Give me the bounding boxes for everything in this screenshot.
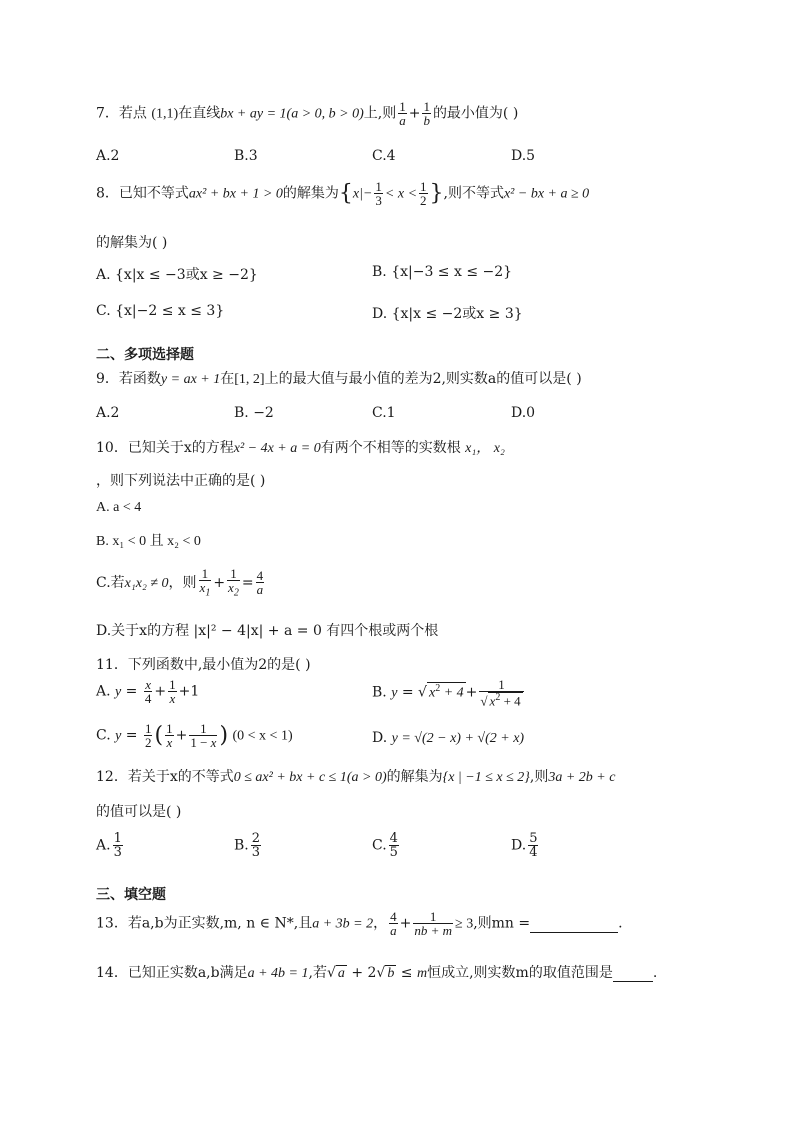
q7-point: (1,1) (151, 106, 179, 122)
q8-option-a: A. {x|x ≤ −3或x ≥ −2} (96, 267, 258, 283)
question-11 (96, 654, 311, 674)
q8-line-2: 的解集为( ) (96, 235, 168, 251)
q9-interval: [1, 2] (234, 372, 265, 387)
q11-fraction-x-4: $\frac{x}{4}$ (144, 677, 152, 706)
q12-option-d-num: 5 (529, 831, 538, 846)
q12-option-b-den: 3 (251, 845, 261, 860)
q9-number: 9． (96, 371, 119, 387)
q11-fraction-1-x: $\frac{1}{x}$ (169, 677, 176, 706)
q10-roots: x₁， x₂ (465, 441, 505, 456)
q7-fraction-1b: $\frac{1}{b}$ (423, 99, 430, 128)
q14-end: . (652, 965, 658, 981)
q12-option-c-num: 4 (389, 831, 398, 846)
q11-option-c-label: C. (96, 727, 111, 744)
q10-text-pre: 已知关于x的方程 (127, 440, 234, 456)
question-7: 7．若点 (1,1)在直线bx + ay = 1(a > 0, b > 0)上,则 $\frac{1}{a}$ + $\frac{1}{b}$ 的最小值为( ) (96, 99, 519, 128)
q7-text-mid: 在直线 (178, 105, 221, 122)
q10-option-a: A. a < 4 (96, 500, 142, 515)
q7-text-post: 上,则 (363, 105, 397, 122)
q7-text-pre: 若点 (118, 105, 147, 122)
q12-set: {x | −1 ≤ x ≤ 2} (442, 770, 530, 785)
q12-inequality: 0 ≤ ax² + bx + c ≤ 1(a > 0) (233, 770, 387, 785)
q14-number: 14． (96, 965, 128, 981)
q12-option-a (96, 832, 125, 859)
q11-number: 11． (96, 657, 128, 673)
q13-text-pre: 若a,b为正实数,m, n ∈ N*,且 (127, 915, 313, 932)
q11-option-d-expr: y = √(2 − x) + √(2 + x) (391, 731, 525, 746)
q7-option-a: A.2 (96, 148, 120, 164)
q13-number: 13． (96, 915, 128, 932)
q13-end: . (618, 915, 623, 932)
q14-answer-blank[interactable] (613, 965, 653, 982)
q11-option-a: A. y = $\frac{x}{4}$ + $\frac{1}{x}$ +1 (96, 677, 200, 706)
q12-option-a-num: 1 (113, 831, 122, 846)
q9-option-a: A.2 (96, 405, 120, 421)
q8-number: 8． (96, 185, 119, 202)
q8-text-mid: 的解集为 (282, 185, 339, 202)
q11-fraction-1-1mx: $\frac{1}{1 - x}$ (190, 721, 217, 750)
q13-inequality-tail: ≥ 3 (455, 916, 474, 932)
q14-text-mid: ,若 (308, 965, 327, 981)
q7-option-d: D.5 (511, 148, 536, 164)
q10-equation: x² − 4x + a = 0 (233, 441, 321, 456)
q11-fraction-1-x-c: $\frac{1}{x}$ (166, 721, 173, 750)
question-13: 13．若a,b为正实数,m, n ∈ N*,且a + 3b = 2， $\frac{4}{a}$ + $\frac{1}{nb + m}$ ≥ 3,则mn = . (96, 909, 623, 938)
q11-option-c: C. y = $\frac{1}{2}$ ( $\frac{1}{x}$ + $\frac{1}{1 - x}$ ) (0 < x < 1) (96, 721, 293, 750)
q11-option-b: B. y = √ $x^2 + 4$ + $\frac{1}{√ x^2 + 4}$ (372, 678, 526, 707)
q10-fraction-1-x1: $\frac{1}{x_1}$ (199, 566, 211, 599)
q9-text-pre: 若函数 (118, 371, 161, 387)
q8-text-pre: 已知不等式 (118, 185, 189, 202)
q12-text-pre: 若关于x的不等式 (127, 769, 234, 785)
q9-text-post: 上的最大值与最小值的差为2,则实数a的值可以是( ) (264, 371, 582, 387)
q7-fraction-1a: $\frac{1}{a}$ (399, 99, 406, 128)
q14-text-post: 恒成立,则实数m的取值范围是 (427, 965, 613, 981)
q12-option-d (511, 832, 540, 859)
q8-inequality: ax² + bx + 1 > 0 (188, 186, 283, 202)
q13-text-post: ,则mn = (473, 915, 531, 932)
question-12 (96, 766, 615, 786)
q8-option-d: D. {x|x ≤ −2或x ≥ 3} (372, 306, 523, 322)
q12-option-d-label: D. (511, 837, 527, 854)
q12-option-c (372, 832, 401, 859)
q7-line-equation: bx + ay = 1(a > 0, b > 0) (220, 106, 364, 122)
q7-option-c: C.4 (372, 148, 396, 164)
q11-fraction-1-2: $\frac{1}{2}$ (144, 721, 152, 750)
q10-option-d: D.关于x的方程 |x|² − 4|x| + a = 0 有四个根或两个根 (96, 623, 439, 639)
q11-option-d (372, 730, 524, 747)
q9-option-c: C.1 (372, 405, 396, 421)
q14-text-pre: 已知正实数a,b满足 (127, 965, 248, 981)
q11-stem: 下列函数中,最小值为2的是( ) (127, 657, 311, 673)
q13-separator: ， (373, 915, 388, 932)
section-2-heading: 二、多项选择题 (96, 347, 194, 363)
q10-text-post: 有两个不相等的实数根 (320, 440, 461, 456)
q12-option-a-den: 3 (113, 845, 122, 860)
q12-option-d-den: 4 (529, 845, 538, 860)
q12-option-c-den: 5 (389, 845, 398, 860)
q13-answer-blank[interactable] (530, 916, 618, 933)
q12-option-a-label: A. (96, 837, 111, 854)
q10-option-c-pre: C.若 (96, 574, 125, 591)
q8-fraction-1-2: $\frac{1}{2}$ (420, 179, 427, 208)
q12-line-2: 的值可以是( ) (96, 804, 182, 820)
q9-function: y = ax + 1 (160, 372, 221, 387)
q10-line-2: ，则下列说法中正确的是( ) (96, 473, 266, 489)
question-8: 8．已知不等式ax² + bx + 1 > 0的解集为{x|− $\frac{1}{3}$ < x < $\frac{1}{2}$ },则不等式x² − bx + a ≥ 0 (96, 179, 590, 208)
q12-option-c-label: C. (372, 837, 387, 854)
q13-fraction-1-nbm: $\frac{1}{nb + m}$ (414, 909, 453, 938)
q10-option-c-condition: x₁x₂ ≠ 0 (124, 575, 169, 591)
q9-option-d: D.0 (511, 405, 536, 421)
q12-text-post: ,则 (529, 769, 549, 785)
q10-option-c-mid: ，则 (168, 574, 197, 591)
q14-condition: a + 4b = 1 (247, 966, 309, 981)
q10-option-c: C.若x₁x₂ ≠ 0，则 $\frac{1}{x_1}$ + $\frac{1}{x_2}$ = $\frac{4}{a}$ (96, 566, 264, 599)
q11-fraction-1-sqrt: $\frac{1}{√ x^2 + 4}$ (479, 678, 523, 707)
section-3-heading: 三、填空题 (96, 887, 166, 903)
q13-fraction-4-a: $\frac{4}{a}$ (390, 909, 397, 938)
q12-option-b-label: B. (234, 837, 249, 854)
q11-option-b-label: B. (372, 684, 387, 701)
q11-option-c-domain: (0 < x < 1) (232, 728, 293, 744)
q7-option-b: B.3 (234, 148, 258, 164)
q12-option-b (234, 832, 263, 859)
q11-option-a-label: A. (96, 683, 111, 700)
q13-condition: a + 3b = 2 (312, 916, 374, 932)
q10-fraction-1-x2: $\frac{1}{x_2}$ (228, 566, 239, 599)
q8-set-mid: < x < (384, 186, 418, 202)
q7-text-tail: 的最小值为( ) (432, 105, 519, 122)
q8-text-post: ,则不等式 (443, 185, 504, 202)
question-14: 14．已知正实数a,b满足a + 4b = 1,若√ a + 2√ b ≤ m恒成立,则实数m的取值范围是 . (96, 965, 658, 981)
q12-number: 12． (96, 769, 128, 785)
q8-fraction-1-3: $\frac{1}{3}$ (375, 179, 382, 208)
q12-text-mid: 的解集为 (386, 769, 443, 785)
q11-option-d-label: D. (372, 730, 388, 746)
question-10 (96, 437, 505, 457)
q8-set-left: x|− (352, 186, 373, 202)
q9-text-mid: 在 (220, 371, 235, 387)
q8-option-b: B. {x|−3 ≤ x ≤ −2} (372, 264, 513, 280)
q10-option-b: B. x₁ < 0 且 x₂ < 0 (96, 534, 201, 549)
q8-inequality-2: x² − bx + a ≥ 0 (503, 186, 590, 202)
q10-number: 10． (96, 440, 128, 456)
question-9 (96, 368, 582, 388)
q12-expression: 3a + 2b + c (548, 770, 616, 785)
q12-option-b-num: 2 (251, 831, 261, 846)
q9-option-b: B. −2 (234, 405, 274, 421)
q7-number: 7． (96, 105, 119, 122)
q10-fraction-4-a: $\frac{4}{a}$ (256, 568, 264, 598)
q8-option-c: C. {x|−2 ≤ x ≤ 3} (96, 303, 225, 319)
